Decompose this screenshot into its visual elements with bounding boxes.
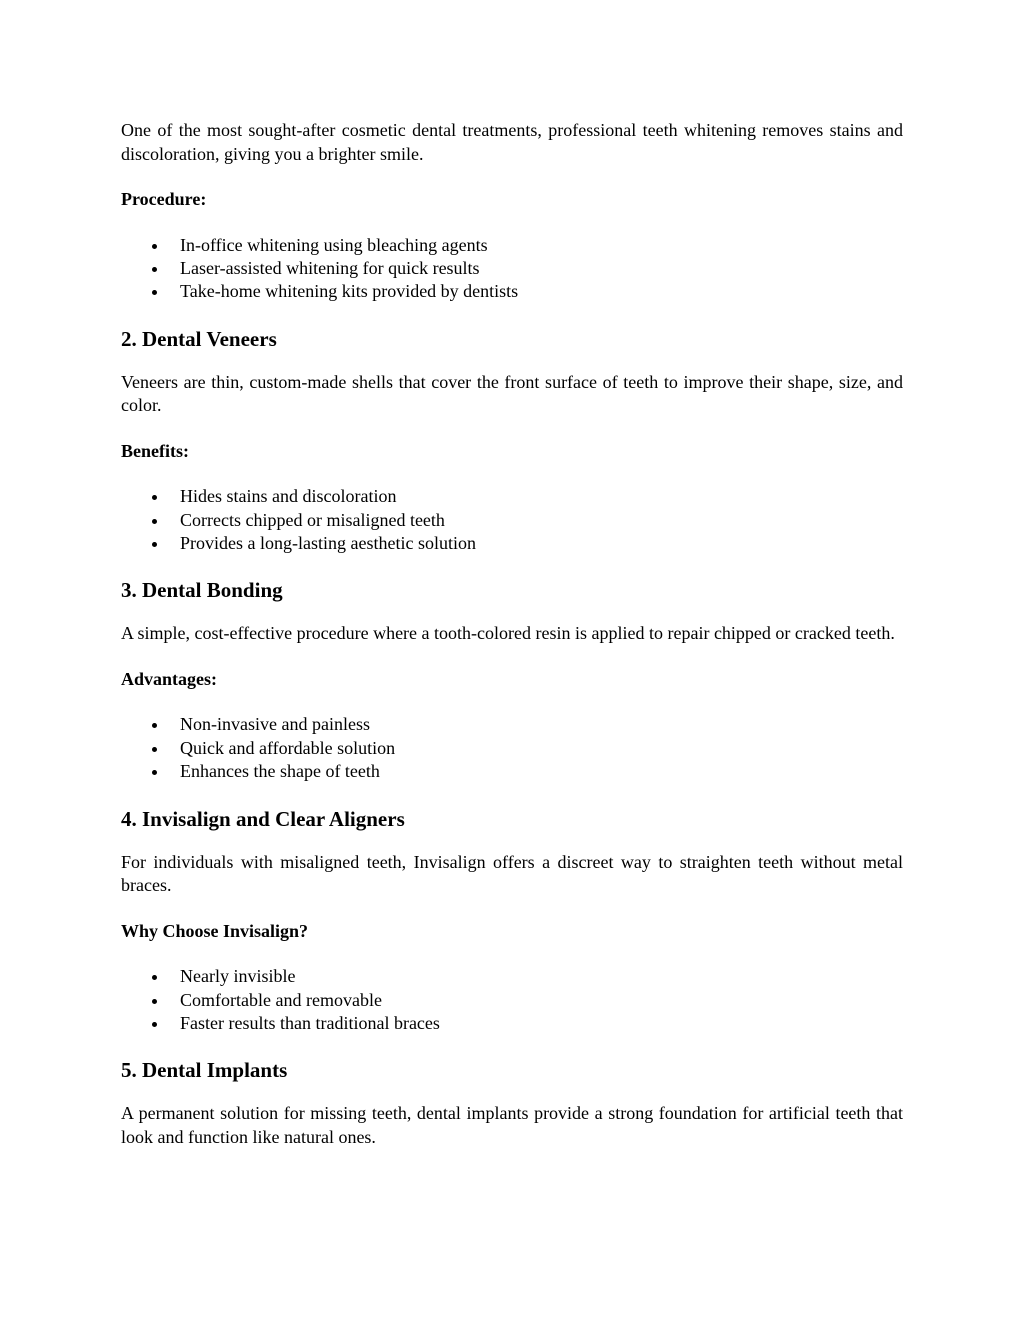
- invisalign-paragraph: For individuals with misaligned teeth, Invisalign offers a discreet way to straighten teeth without metal braces.: [121, 851, 903, 896]
- bullet-icon: [152, 495, 157, 500]
- list-item: [121, 989, 903, 1012]
- list-item: [121, 509, 903, 532]
- bullet-icon: [152, 747, 157, 752]
- list-item-text: Laser-assisted whitening for quick results: [180, 257, 480, 278]
- list-item: [121, 257, 903, 280]
- section-heading-invisalign: 4. Invisalign and Clear Aligners: [121, 806, 405, 831]
- list-item: [121, 1012, 903, 1035]
- list-item-text: Enhances the shape of teeth: [180, 761, 380, 782]
- list-item-text: Provides a long-lasting aesthetic solution: [180, 533, 476, 554]
- list-item-text: Corrects chipped or misaligned teeth: [180, 509, 445, 530]
- list-item-text: Non-invasive and painless: [180, 714, 370, 735]
- list-item: [121, 485, 903, 508]
- why-choose-label: Why Choose Invisalign?: [121, 920, 309, 941]
- intro-paragraph: One of the most sought-after cosmetic dental treatments, professional teeth whitening removes stains and discoloration, giving you a brighter smile.: [121, 120, 903, 164]
- veneers-paragraph: Veneers are thin, custom-made shells that cover the front surface of teeth to improve their shape, size, and color.: [121, 371, 903, 416]
- bullet-icon: [152, 723, 157, 728]
- bullet-icon: [152, 290, 157, 295]
- list-item: [121, 737, 903, 760]
- list-item-text: Nearly invisible: [180, 966, 296, 987]
- bullet-icon: [152, 1022, 157, 1027]
- why-choose-list: [121, 965, 903, 1035]
- list-item: [121, 713, 903, 736]
- list-item-text: Faster results than traditional braces: [180, 1012, 440, 1033]
- bullet-icon: [152, 770, 157, 775]
- list-item-text: Comfortable and removable: [180, 989, 382, 1010]
- bullet-icon: [152, 244, 157, 249]
- advantages-list: [121, 713, 903, 783]
- list-item: [121, 965, 903, 988]
- advantages-label: Advantages:: [121, 668, 218, 689]
- list-item: [121, 234, 903, 257]
- bullet-icon: [152, 975, 157, 980]
- list-item-text: Quick and affordable solution: [180, 737, 396, 758]
- section-heading-bonding: 3. Dental Bonding: [121, 578, 283, 603]
- list-item: [121, 760, 903, 783]
- list-item-text: Take-home whitening kits provided by dentists: [180, 281, 519, 302]
- procedure-list: [121, 234, 903, 304]
- section-heading-implants: 5. Dental Implants: [121, 1058, 288, 1083]
- bullet-icon: [152, 542, 157, 547]
- list-item: [121, 280, 903, 303]
- benefits-list: [121, 485, 903, 555]
- procedure-label: Procedure:: [121, 189, 207, 209]
- list-item-text: Hides stains and discoloration: [180, 486, 397, 507]
- bullet-icon: [152, 519, 157, 524]
- bullet-icon: [152, 267, 157, 272]
- list-item-text: In-office whitening using bleaching agents: [180, 234, 488, 255]
- implants-paragraph: A permanent solution for missing teeth, dental implants provide a strong foundation for artificial teeth that look and function like natural ones.: [121, 1103, 903, 1147]
- document-page: [121, 119, 903, 1149]
- list-item: [121, 532, 903, 555]
- bonding-paragraph: A simple, cost-effective procedure where a tooth-colored resin is applied to repair chipped or cracked teeth.: [121, 623, 895, 644]
- benefits-label: Benefits:: [121, 440, 189, 461]
- bullet-icon: [152, 999, 157, 1004]
- section-heading-veneers: 2. Dental Veneers: [121, 326, 277, 351]
